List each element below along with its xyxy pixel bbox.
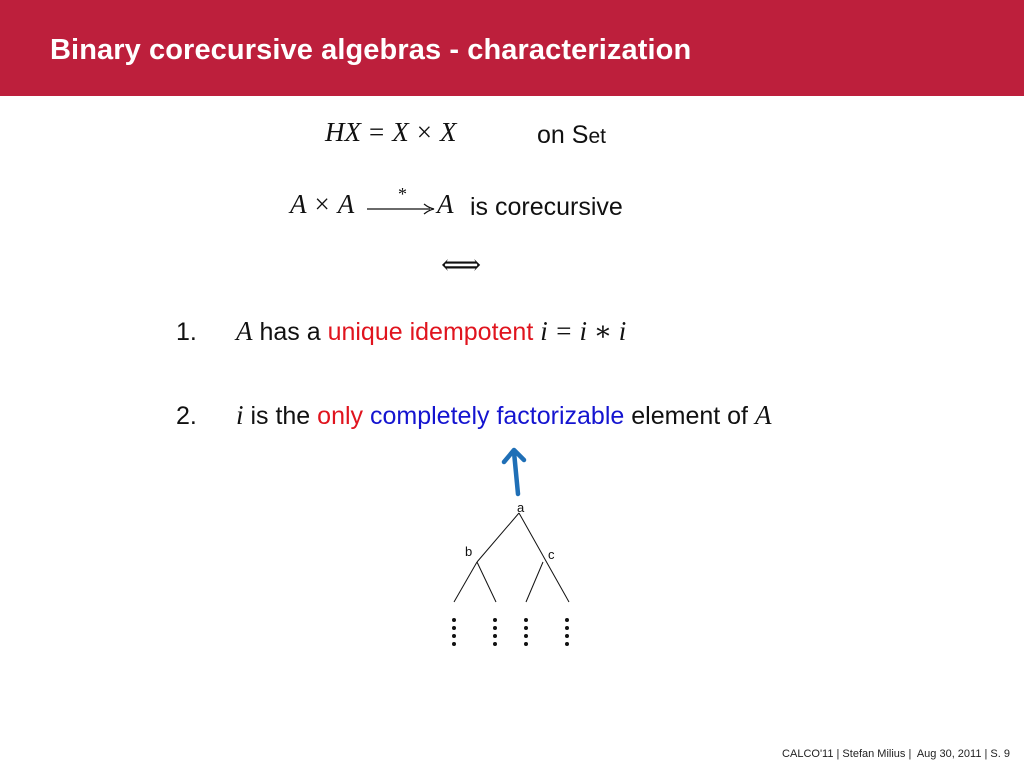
star-label: *	[398, 186, 407, 204]
functor-lhs: HX	[325, 117, 361, 147]
item-2-text	[236, 400, 771, 431]
ellipsis-dots	[452, 618, 569, 646]
item-2-factorizable: factorizable	[496, 402, 625, 430]
on-set-label	[537, 121, 606, 150]
item-2-words: is the	[243, 402, 318, 430]
equals-sign: =	[369, 117, 385, 147]
times-sign: ×	[416, 117, 432, 147]
item-2-completely: completely	[370, 402, 490, 430]
algebra-target-var: A	[437, 189, 454, 219]
tree-node-b: b	[465, 544, 473, 559]
item-1-formula: i = i ∗ i	[540, 316, 627, 346]
tree-node-a: a	[517, 500, 525, 515]
item-1-text	[236, 316, 626, 347]
item-2-number: 2.	[176, 402, 197, 430]
title-bar	[0, 0, 1024, 96]
item-1-highlight: unique idempotent	[327, 318, 534, 346]
algebra-a1: A	[290, 189, 307, 219]
item-2-only: only	[317, 402, 364, 430]
set-initial: S	[571, 121, 589, 149]
slide-title: Binary corecursive algebras - characterization	[50, 34, 692, 66]
algebra-target	[437, 189, 454, 220]
functor-equation	[325, 117, 456, 148]
item-2-var: i	[236, 400, 244, 430]
is-corecursive-text: is corecursive	[470, 193, 623, 221]
slide-footer: CALCO'11 | Stefan Milius | Aug 30, 2011 | S. 9	[782, 748, 1010, 760]
functor-rhs-right: X	[439, 117, 457, 147]
item-2-words-end: element of	[624, 402, 755, 430]
star-arrow	[366, 186, 438, 220]
factorization-tree	[440, 500, 590, 652]
algebra-times: ×	[314, 189, 330, 219]
item-1-words: has a	[252, 318, 328, 346]
tree-node-c: c	[548, 547, 555, 562]
algebra-domain	[290, 189, 354, 220]
iff-symbol: ⟺	[441, 248, 482, 281]
functor-rhs-left: X	[392, 117, 409, 147]
item-1-var: A	[236, 316, 253, 346]
item-2-var2: A	[754, 400, 772, 430]
on-word: on	[537, 121, 572, 149]
set-rest: et	[588, 125, 606, 148]
item-1-number: 1.	[176, 318, 197, 346]
up-arrow-icon	[500, 446, 536, 498]
algebra-a2: A	[337, 189, 355, 219]
